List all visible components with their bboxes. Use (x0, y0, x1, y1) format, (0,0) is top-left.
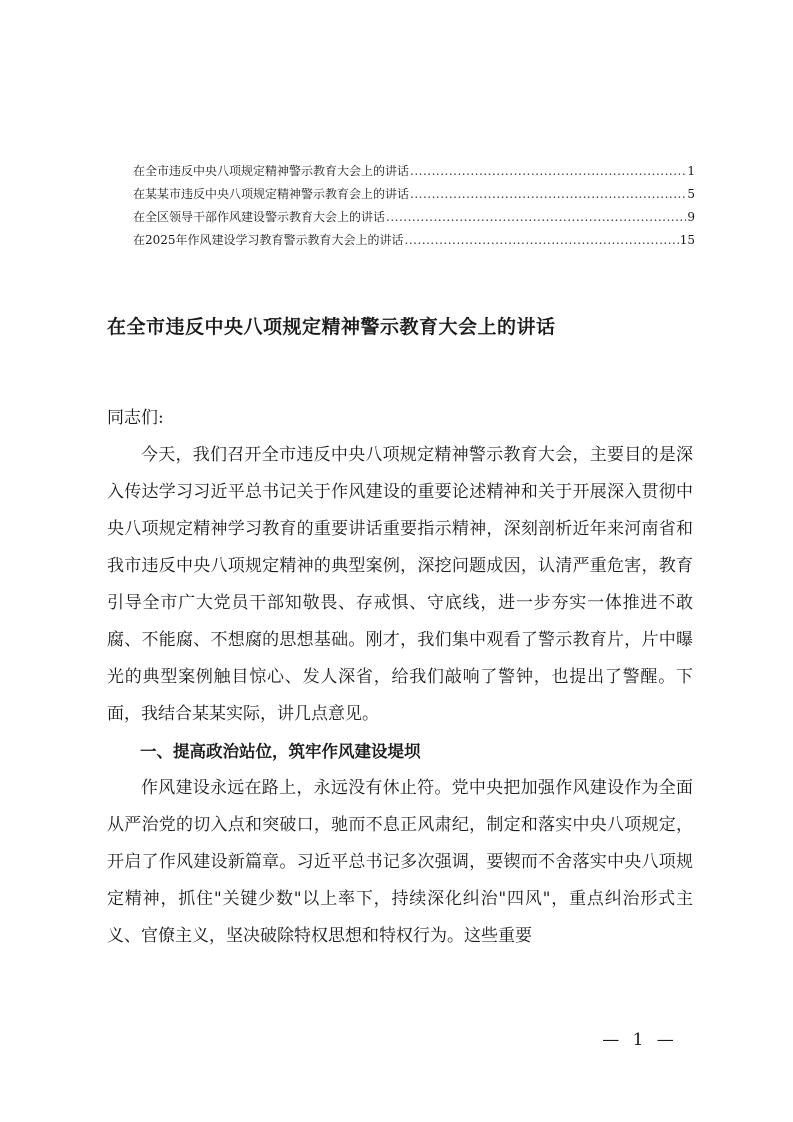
document-title: 在全市违反中央八项规定精神警示教育大会上的讲话 (107, 316, 556, 338)
toc-entry[interactable] (133, 183, 695, 206)
toc-leader-dots (410, 183, 686, 206)
toc-entry[interactable] (133, 206, 695, 229)
toc-entry-page: 15 (679, 233, 695, 247)
toc-entry-page: 9 (687, 210, 695, 224)
toc-entry-title: 在全市违反中央八项规定精神警示教育大会上的讲话 (133, 164, 410, 178)
body-paragraph: 今天，我们召开全市违反中央八项规定精神警示教育大会，主要目的是深入传达学习习近平总书记关于作风建设的重要论述精神和关于开展深入贯彻中央八项规定精神学习教育的重要讲话重要指示精神，深刻剖析近年来河南省和我市违反中央八项规定精神的典型案例，深挖问题成因，认清严重危害，教育引导全市广大党员干部知敬畏、存戒惧、守底线，进一步夯实一体推进不敢腐、不能腐、不想腐的思想基础。刚才，我们集中观看了警示教育片，片中曝光的典型案例触目惊心、发人深省，给我们敲响了警钟，也提出了警醒。下面，我结合某某实际，讲几点意见。 (107, 445, 693, 724)
toc-leader-dots (410, 160, 686, 183)
body-paragraph: 作风建设永远在路上，永远没有休止符。党中央把加强作风建设作为全面从严治党的切入点和突破口，驰而不息正风肃纪，制定和落实中央八项规定，开启了作风建设新篇章。习近平总书记多次强调，要锲而不舍落实中央八项规定精神，抓住"关键少数"以上率下，持续深化纠治"四风"，重点纠治形式主义、官僚主义，坚决破除特权思想和特权行为。这些重要 (107, 778, 693, 946)
section-heading: 一、提高政治站位，筑牢作风建设堤坝 (140, 742, 421, 761)
toc-entry-page: 1 (687, 164, 695, 178)
toc-leader-dots (386, 206, 686, 229)
toc-leader-dots (405, 229, 679, 252)
toc-entry[interactable] (133, 160, 695, 183)
toc-entry-title: 在某某市违反中央八项规定精神警示教育会上的讲话 (133, 187, 410, 201)
toc-entry[interactable] (133, 229, 695, 252)
table-of-contents (133, 160, 695, 252)
page-number: — 1 — (602, 1030, 678, 1050)
toc-entry-page: 5 (687, 187, 695, 201)
document-body (107, 400, 693, 955)
toc-entry-title: 在全区领导干部作风建设警示教育大会上的讲话 (133, 210, 386, 224)
toc-entry-title: 在2025年作风建设学习教育警示教育大会上的讲话 (133, 233, 404, 247)
salutation: 同志们: (107, 408, 164, 428)
